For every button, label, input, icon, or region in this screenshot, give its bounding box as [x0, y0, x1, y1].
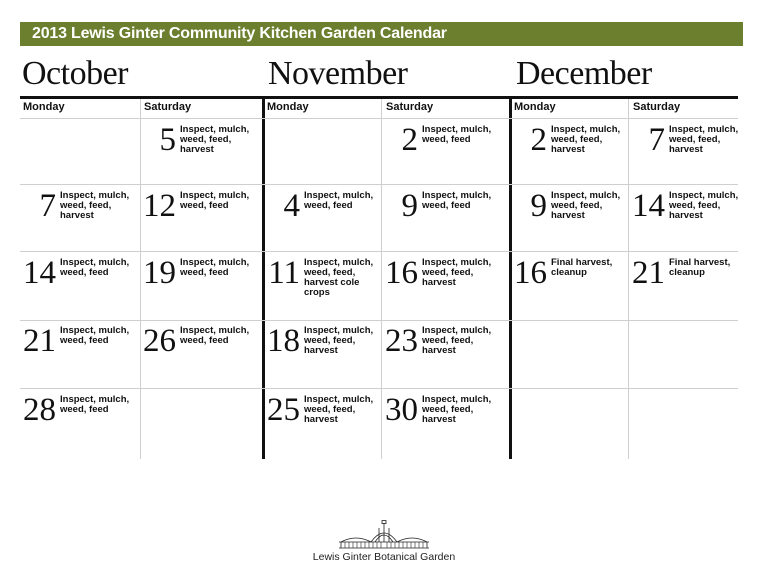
month-name-november: November	[268, 55, 408, 92]
task-note: Inspect, mulch, weed, feed	[60, 257, 130, 278]
task-note: Inspect, mulch, weed, feed	[180, 257, 250, 278]
calendar-cell	[382, 320, 500, 386]
task-note: Inspect, mulch, weed, feed, harvest	[422, 257, 492, 288]
calendar-cell	[629, 185, 747, 251]
month-name-october: October	[22, 55, 129, 92]
task-note: Inspect, mulch, weed, feed	[304, 190, 374, 211]
month-name-december: December	[516, 55, 652, 92]
logo-text: Lewis Ginter Botanical Garden	[312, 551, 456, 563]
calendar-cell	[20, 320, 138, 386]
task-note: Inspect, mulch, weed, feed, harvest	[180, 124, 250, 155]
calendar-cell	[382, 252, 500, 318]
task-note: Inspect, mulch, weed, feed, harvest cole crops	[304, 257, 374, 298]
calendar-cell	[382, 389, 500, 455]
calendar-cell	[20, 252, 138, 318]
task-note: Inspect, mulch, weed, feed, harvest	[422, 394, 492, 425]
task-note: Inspect, mulch, weed, feed, harvest	[422, 325, 492, 356]
day-number: 18	[267, 323, 300, 359]
calendar-cell	[140, 252, 258, 318]
day-number: 12	[143, 188, 176, 224]
day-number: 30	[385, 392, 418, 428]
task-note: Inspect, mulch, weed, feed, harvest	[304, 325, 374, 356]
task-note: Inspect, mulch, weed, feed, harvest	[304, 394, 374, 425]
task-note: Inspect, mulch, weed, feed, harvest	[551, 124, 621, 155]
calendar-cell	[511, 119, 629, 185]
calendar-cell	[20, 389, 138, 455]
task-note: Inspect, mulch, weed, feed, harvest	[669, 124, 739, 155]
day-number: 19	[143, 255, 176, 291]
calendar-cell	[140, 119, 258, 185]
day-number: 21	[632, 255, 665, 291]
calendar-cell	[629, 252, 747, 318]
day-number: 9	[401, 188, 418, 224]
calendar-cell	[382, 185, 500, 251]
task-note: Inspect, mulch, weed, feed, harvest	[669, 190, 739, 221]
calendar-cell	[140, 185, 258, 251]
day-number: 4	[283, 188, 300, 224]
day-number: 16	[385, 255, 418, 291]
day-header-saturday: Saturday	[144, 101, 192, 113]
task-note: Inspect, mulch, weed, feed	[60, 394, 130, 415]
day-number: 16	[514, 255, 547, 291]
day-header-monday: Monday	[514, 101, 556, 113]
day-number: 2	[401, 122, 418, 158]
calendar-cell	[382, 119, 500, 185]
task-note: Inspect, mulch, weed, feed	[422, 190, 492, 211]
day-number: 14	[632, 188, 665, 224]
day-number: 7	[648, 122, 665, 158]
day-number: 9	[530, 188, 547, 224]
day-header-saturday: Saturday	[633, 101, 681, 113]
calendar-cell	[264, 252, 382, 318]
task-note: Inspect, mulch, weed, feed, harvest	[60, 190, 130, 221]
task-note: Final harvest, cleanup	[551, 257, 613, 278]
day-number: 26	[143, 323, 176, 359]
day-header-monday: Monday	[267, 101, 309, 113]
calendar-cell	[511, 185, 629, 251]
day-number: 21	[23, 323, 56, 359]
garden-logo	[309, 520, 459, 565]
task-note: Inspect, mulch, weed, feed, harvest	[551, 190, 621, 221]
calendar-cell	[264, 320, 382, 386]
day-number: 7	[39, 188, 56, 224]
calendar-top-rule	[20, 96, 738, 99]
day-number: 5	[159, 122, 176, 158]
calendar-cell	[264, 185, 382, 251]
day-number: 11	[268, 255, 300, 291]
day-number: 25	[267, 392, 300, 428]
calendar-cell	[140, 320, 258, 386]
task-note: Inspect, mulch, weed, feed	[180, 190, 250, 211]
calendar-cell	[264, 389, 382, 455]
calendar-cell	[20, 185, 138, 251]
conservatory-dome-icon	[309, 520, 459, 552]
calendar-cell	[511, 252, 629, 318]
day-number: 14	[23, 255, 56, 291]
day-header-monday: Monday	[23, 101, 65, 113]
page-title: 2013 Lewis Ginter Community Kitchen Garden Calendar	[32, 25, 447, 42]
day-number: 23	[385, 323, 418, 359]
day-header-saturday: Saturday	[386, 101, 434, 113]
task-note: Inspect, mulch, weed, feed	[180, 325, 250, 346]
day-number: 28	[23, 392, 56, 428]
task-note: Inspect, mulch, weed, feed	[60, 325, 130, 346]
day-number: 2	[530, 122, 547, 158]
task-note: Final harvest, cleanup	[669, 257, 731, 278]
task-note: Inspect, mulch, weed, feed	[422, 124, 492, 145]
title-banner	[20, 22, 743, 46]
calendar-cell	[629, 119, 747, 185]
